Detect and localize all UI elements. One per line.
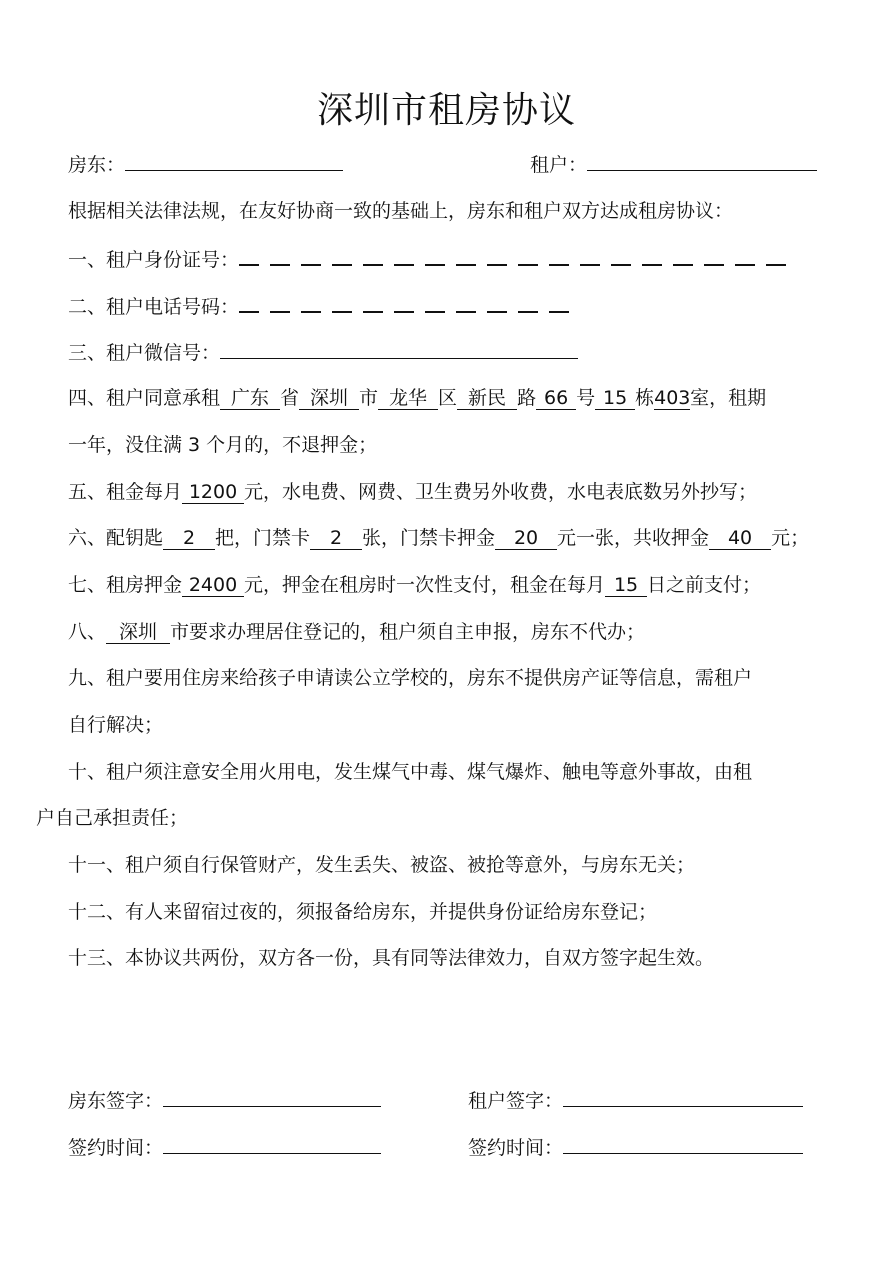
wechat-blank[interactable]: [220, 340, 578, 359]
clause-5-suffix: 元，水电费、网费、卫生费另外收费，水电表底数另外抄写；: [244, 481, 758, 503]
landlord-signature-label: 房东签字：: [68, 1090, 164, 1112]
deposit-field[interactable]: 2400: [182, 575, 244, 597]
keys-unit: 把，门禁卡: [215, 527, 311, 549]
clause-3-label: 三、租户微信号：: [68, 342, 221, 364]
building-field[interactable]: 15: [595, 388, 635, 410]
registration-city-field[interactable]: 深圳: [106, 622, 170, 644]
clause-13: 十三、本协议共两份，双方各一份，具有同等法律效力，自双方签字起生效。: [68, 947, 715, 969]
keys-field[interactable]: 2: [163, 528, 215, 550]
room-unit: 室，租期: [690, 387, 767, 409]
clause-6: [68, 526, 809, 550]
tenant-signature-label: 租户签字：: [468, 1090, 564, 1112]
clause-2: [68, 293, 580, 319]
clause-6-suffix: 元；: [771, 527, 810, 549]
number-field[interactable]: 66: [536, 388, 576, 410]
tenant-date-row: [468, 1135, 803, 1160]
landlord-signature-row: [68, 1088, 381, 1113]
clause-9-line-1: 九、租户要用住房来给孩子申请读公立学校的，房东不提供房产证等信息，需租户: [68, 667, 753, 689]
clause-9-line-2: 自行解决；: [68, 714, 164, 736]
cards-unit: 张，门禁卡押金: [362, 527, 496, 549]
document-title: 深圳市租房协议: [316, 90, 576, 131]
tenant-date-label: 签约时间：: [468, 1137, 564, 1159]
clause-12: 十二、有人来留宿过夜的，须报备给房东，并提供身份证给房东登记；: [68, 901, 658, 923]
landlord-row: [68, 152, 343, 177]
landlord-date-blank[interactable]: [163, 1135, 381, 1154]
card-deposit-unit: 元一张，共收押金: [557, 527, 710, 549]
city-field[interactable]: 深圳: [299, 388, 359, 410]
clause-11: 十一、租户须自行保管财产，发生丢失、被盗、被抢等意外，与房东无关；: [68, 854, 696, 876]
city-unit: 市: [359, 387, 379, 409]
clause-1-label: 一、租户身份证号：: [68, 249, 240, 271]
clause-6-prefix: 六、配钥匙: [68, 527, 164, 549]
clause-7-middle: 元，押金在租房时一次性支付，租金在每月: [244, 574, 606, 596]
card-deposit-field[interactable]: 20: [495, 528, 557, 550]
clause-4: [68, 386, 766, 410]
tenant-name-blank[interactable]: [587, 152, 817, 171]
tenant-label: 租户：: [530, 154, 588, 176]
tenant-signature-blank[interactable]: [563, 1088, 803, 1107]
tenant-date-blank[interactable]: [563, 1135, 803, 1154]
id-number-dashes[interactable]: [239, 249, 797, 271]
intro-text: 根据相关法律法规，在友好协商一致的基础上，房东和租户双方达成租房协议：: [68, 200, 734, 222]
landlord-name-blank[interactable]: [125, 152, 343, 171]
landlord-date-label: 签约时间：: [68, 1137, 164, 1159]
clause-8: [68, 620, 645, 644]
room-field[interactable]: 403: [654, 387, 691, 409]
clause-10-line-1: 十、租户须注意安全用火用电，发生煤气中毒、煤气爆炸、触电等意外事故，由租: [68, 761, 753, 783]
clause-7-suffix: 日之前支付；: [647, 574, 762, 596]
total-deposit-field[interactable]: 40: [709, 528, 771, 550]
number-unit: 号: [576, 387, 596, 409]
tenant-signature-row: [468, 1088, 803, 1113]
road-field[interactable]: 新民: [457, 388, 517, 410]
road-unit: 路: [517, 387, 537, 409]
clause-3: [68, 340, 578, 365]
landlord-signature-blank[interactable]: [163, 1088, 381, 1107]
phone-number-dashes[interactable]: [239, 296, 580, 318]
clause-4-prefix: 四、租户同意承租: [68, 387, 221, 409]
clause-2-label: 二、租户电话号码：: [68, 296, 240, 318]
clause-1: [68, 246, 797, 272]
clause-7-prefix: 七、租房押金: [68, 574, 183, 596]
clause-5: [68, 480, 757, 504]
building-unit: 栋: [635, 387, 655, 409]
district-field[interactable]: 龙华: [378, 388, 438, 410]
clause-5-prefix: 五、租金每月: [68, 481, 183, 503]
clause-7: [68, 573, 761, 597]
province-unit: 省: [280, 387, 300, 409]
landlord-date-row: [68, 1135, 381, 1160]
rent-field[interactable]: 1200: [182, 482, 244, 504]
landlord-label: 房东：: [68, 154, 126, 176]
tenant-row: [530, 152, 817, 177]
cards-field[interactable]: 2: [310, 528, 362, 550]
clause-8-prefix: 八、: [68, 621, 107, 643]
clause-8-suffix: 市要求办理居住登记的，租户须自主申报，房东不代办；: [170, 621, 646, 643]
due-day-field[interactable]: 15: [605, 575, 647, 597]
clause-10-line-2: 户自己承担责任；: [36, 807, 189, 829]
province-field[interactable]: 广东: [220, 388, 280, 410]
district-unit: 区: [438, 387, 458, 409]
clause-4-line-2: 一年，没住满 3 个月的，不退押金；: [68, 434, 378, 456]
